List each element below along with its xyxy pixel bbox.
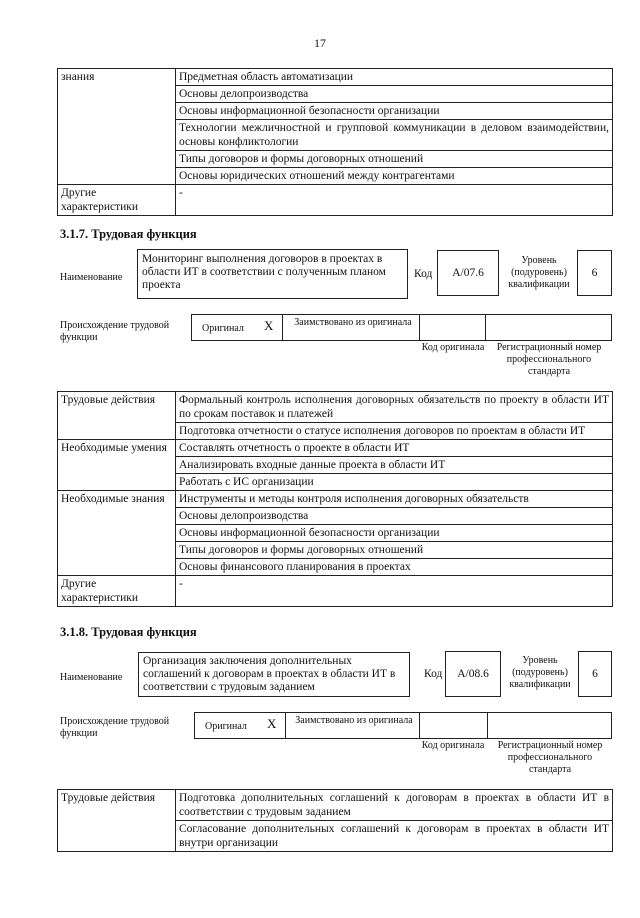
section-title: 3.1.8. Трудовая функция: [60, 625, 197, 639]
name-label: Наименование: [60, 272, 123, 283]
list-item: Основы делопроизводства: [176, 86, 613, 103]
level-value: 6: [578, 651, 612, 697]
list-item: Инструменты и методы контроля исполнения договорных обязательств: [176, 491, 613, 508]
list-item: Основы информационной безопасности организации: [176, 525, 613, 542]
list-item: Основы юридических отношений между контрагентами: [176, 168, 613, 185]
row-label: знания: [58, 69, 176, 185]
knowledge-table-continued: [57, 68, 613, 216]
function-details-table: [57, 789, 613, 852]
reg-number-label: Регистрационный номер профессионального стандарта: [496, 342, 602, 377]
code-original-label: Код оригинала: [421, 740, 485, 751]
list-item: Подготовка отчетности о статусе исполнения договоров по проектам в области ИТ: [176, 423, 613, 440]
borrowed-label: Заимствовано из оригинала: [295, 715, 413, 726]
row-label: Другие характеристики: [58, 185, 176, 216]
origin-label: Происхождение трудовой функции: [60, 320, 170, 343]
list-item: Типы договоров и формы договорных отношений: [176, 542, 613, 559]
list-item: Работать с ИС организации: [176, 474, 613, 491]
section-title: 3.1.7. Трудовая функция: [60, 227, 197, 241]
list-item: Подготовка дополнительных соглашений к договорам в проектах в области ИТ в соответствии с трудовым заданием: [176, 790, 613, 821]
list-item: Согласование дополнительных соглашений к договорам в проектах в области ИТ внутри организации: [176, 821, 613, 852]
code-label: Код: [424, 668, 443, 680]
origin-row: [191, 314, 612, 341]
list-item: Предметная область автоматизации: [176, 69, 613, 86]
name-label: Наименование: [60, 672, 123, 683]
list-item: Формальный контроль исполнения договорных обязательств по проекту в области ИТ по срокам поставок и платежей: [176, 392, 613, 423]
code-value: A/07.6: [437, 250, 499, 296]
level-label: Уровень (подуровень) квалификации: [508, 255, 570, 290]
list-item: Составлять отчетность о проекте в области ИТ: [176, 440, 613, 457]
other-value: -: [176, 185, 613, 216]
origin-row: [194, 712, 612, 739]
code-label: Код: [414, 268, 433, 280]
original-label: Оригинал: [205, 721, 247, 732]
list-item: Типы договоров и формы договорных отношений: [176, 151, 613, 168]
original-mark: X: [264, 318, 274, 333]
row-label: Другие характеристики: [58, 576, 176, 607]
function-name: Мониторинг выполнения договоров в проектах в области ИТ в соответствии с полученным планом проекта: [137, 249, 408, 299]
level-label: Уровень (подуровень) квалификации: [509, 655, 571, 690]
origin-label: Происхождение трудовой функции: [60, 716, 170, 739]
row-label: Необходимые умения: [58, 440, 176, 491]
original-label: Оригинал: [202, 323, 244, 334]
list-item: Основы финансового планирования в проектах: [176, 559, 613, 576]
borrowed-label: Заимствовано из оригинала: [294, 317, 412, 328]
other-value: -: [176, 576, 613, 607]
list-item: Основы делопроизводства: [176, 508, 613, 525]
list-item: Технологии межличностной и групповой коммуникации в деловом взаимодействии, основы конфликтологии: [176, 120, 613, 151]
list-item: Анализировать входные данные проекта в области ИТ: [176, 457, 613, 474]
level-value: 6: [577, 250, 612, 296]
row-label: Необходимые знания: [58, 491, 176, 576]
code-original-label: Код оригинала: [421, 342, 485, 353]
function-details-table: [57, 391, 613, 607]
reg-number-label: Регистрационный номер профессионального стандарта: [497, 740, 603, 775]
code-value: A/08.6: [445, 651, 501, 697]
original-mark: X: [267, 716, 277, 731]
row-label: Трудовые действия: [58, 790, 176, 852]
list-item: Основы информационной безопасности организации: [176, 103, 613, 120]
function-name: Организация заключения дополнительных соглашений к договорам в проектах в области ИТ в соответствии с трудовым заданием: [138, 652, 410, 697]
page-number: 17: [314, 36, 326, 50]
row-label: Трудовые действия: [58, 392, 176, 440]
